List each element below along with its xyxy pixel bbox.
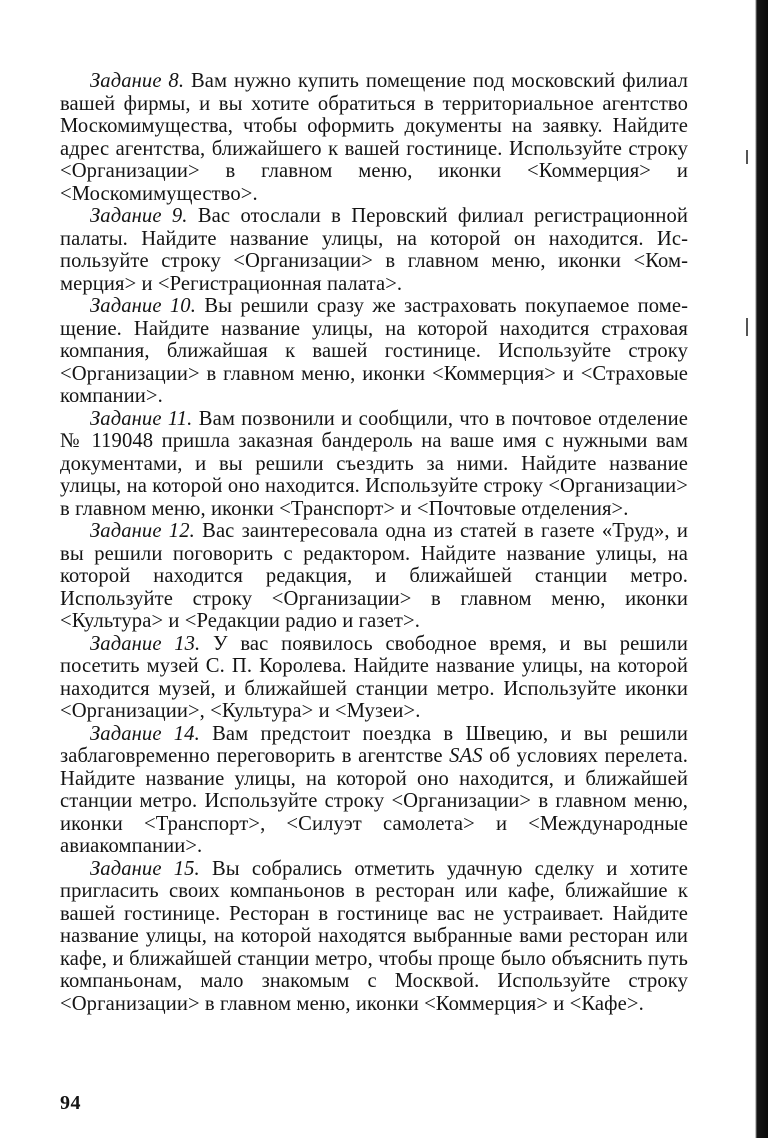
task-label: Задание 13. [90, 632, 201, 655]
task-body: У вас появилось свободное время, и вы решили посетить музей С. П. Королева. Найдите название улицы, на которой находится музей, и ближайшей станции метро. Используйте иконки <Организации>, <Культура> и <Музеи>. [60, 632, 688, 722]
task-15 [60, 858, 688, 1016]
task-label: Задание 9. [90, 205, 188, 227]
task-14 [60, 723, 688, 858]
task-12 [60, 520, 688, 633]
task-8 [60, 70, 688, 205]
task-body: Вам нужно купить помещение под московский филиал вашей фирмы, и вы хотите обратиться в территориальное агентство Москомимущества, чтобы оформить документы на заявку. Найдите адрес агентства, ближайшего к вашей гостинице. Используйте строку <Организации> в главном меню, иконки <Коммерция> и <Москомимущество>. [60, 70, 688, 205]
binding-mark [746, 318, 748, 336]
page-number: 94 [60, 1092, 81, 1114]
task-10 [60, 295, 688, 408]
task-body: Вам позвонили и сообщили, что в почтовое отделение № 119048 пришла заказная бандероль на ваше имя с нужными вам документами, и вы решили съездить за ними. Найдите название улицы, на которой оно находится. Используйте строку <Организации> в главном меню, иконки <Транспорт> и <Почтовые отделения>. [60, 407, 689, 520]
task-label: Задание 14. [90, 722, 200, 745]
exercise-text-block [60, 70, 688, 1015]
task-label: Задание 15. [90, 857, 200, 880]
task-label: Задание 10. [90, 295, 196, 317]
task-label: Задание 11. [90, 407, 193, 430]
task-body-start: Вам предстоит поездка в Швецию, и вы решили заблаговременно переговорить в агентстве [60, 722, 689, 767]
task-label: Задание 12. [90, 520, 195, 542]
task-9 [60, 205, 688, 295]
task-label: Задание 8. [90, 70, 185, 92]
task-body: Вас отослали в Перовский филиал регистрационной палаты. Найдите название улицы, на которой он находится. Используйте строку <Организации> в главном меню, иконки <Коммерция> и <Регистрационная палата>. [60, 205, 688, 295]
task-11 [60, 408, 688, 521]
task-13 [60, 633, 688, 723]
task-body: Вас заинтересовала одна из статей в газете «Труд», и вы решили поговорить с редактором. Найдите название улицы, на которой находится редакция, и ближайшей станции метро. Используйте строку <Организации> в главном меню, иконки <Культура> и <Редакции радио и газет>. [60, 520, 688, 632]
page-binding-edge [751, 0, 768, 1138]
binding-mark [746, 150, 748, 164]
task-body: Вы собрались отметить удачную сделку и хотите пригласить своих компаньонов в ресторан или кафе, ближайшие к вашей гостинице. Ресторан в гостинице вас не устраивает. Найдите название улицы, на которой находятся выбранные вами ресторан или кафе, и ближайшей станции метро, чтобы проще было объяснить путь компаньонам, мало знакомым с Москвой. Используйте строку <Организации> в главном меню, иконки <Коммерция> и <Кафе>. [60, 857, 689, 1015]
task-body: Вы решили сразу же застраховать покупаемое помещение. Найдите название улицы, на которой находится страховая компания, ближайшая к вашей гостинице. Используйте строку <Организации> в главном меню, иконки <Коммерция> и <Страховые компании>. [60, 295, 689, 407]
task-body-end: об условиях перелета. Найдите название улицы, на которой оно находится, и ближайшей станции метро. Используйте строку <Организации> в главном меню, иконки <Транспорт>, <Силуэт самолета> и <Международные авиакомпании>. [60, 745, 688, 857]
task-emphasis: SAS [449, 745, 483, 767]
